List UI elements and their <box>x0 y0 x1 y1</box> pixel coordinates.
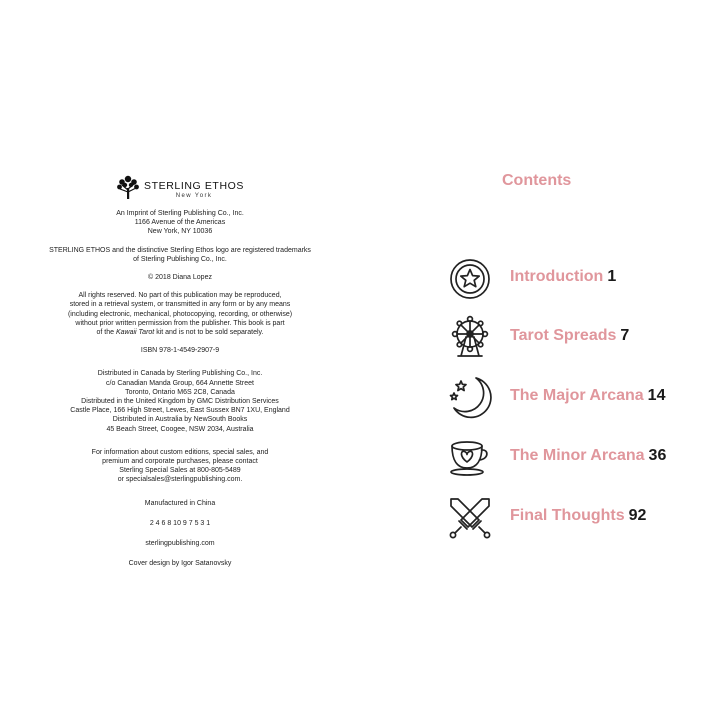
imprint-block <box>30 174 330 568</box>
copyright-line: © 2018 Diana Lopez <box>148 274 212 282</box>
toc-entry-text <box>510 447 666 465</box>
distribution-line: Castle Place, 166 High Street, Lewes, East Sussex BN7 1XU, England <box>70 407 290 415</box>
rights-notice <box>30 291 330 337</box>
toc-entry-title: The Major Arcana <box>510 387 644 404</box>
teacup-heart-icon <box>446 434 494 482</box>
rights-line: (including electronic, mechanical, photocopying, recording, or otherwise) <box>67 310 293 318</box>
publisher-address <box>30 209 330 237</box>
toc-entry-page: 14 <box>647 387 666 404</box>
tree-logo-icon <box>116 174 140 200</box>
toc-entry-page: 36 <box>648 447 667 464</box>
toc-entry-final-thoughts[interactable] <box>446 494 716 544</box>
crossed-swords-icon <box>446 494 494 542</box>
kit-title: Kawaii Tarot <box>115 329 155 337</box>
address-line: 1166 Avenue of the Americas <box>134 219 226 227</box>
address-line: New York, NY 10036 <box>147 228 213 236</box>
publisher-city: New York <box>175 193 213 199</box>
website: sterlingpublishing.com <box>145 540 215 548</box>
distribution-line: Distributed in Canada by Sterling Publishing Co., Inc. <box>97 370 263 378</box>
rights-text: kit and is not to be sold separately. <box>154 329 264 337</box>
rights-text: of the <box>96 329 116 337</box>
toc-entry-title: The Minor Arcana <box>510 447 645 464</box>
special-sales-line: or specialsales@sterlingpublishing.com. <box>117 476 243 484</box>
publisher-name: STERLING ETHOS <box>144 180 244 192</box>
special-sales-line: premium and corporate purchases, please contact <box>102 458 258 466</box>
trademark-notice <box>30 246 330 264</box>
distribution-line: Distributed in Australia by NewSouth Books <box>112 416 248 424</box>
crescent-moon-stars-icon <box>446 374 494 422</box>
distribution-line: c/o Canadian Manda Group, 664 Annette Street <box>106 379 254 387</box>
toc-entry-introduction[interactable] <box>446 255 716 305</box>
toc-entry-text <box>510 268 616 286</box>
contents-page <box>360 0 720 720</box>
cover-design-credit: Cover design by Igor Satanovsky <box>128 560 232 568</box>
trademark-line: STERLING ETHOS and the distinctive Sterling Ethos logo are registered trademarks <box>49 246 311 254</box>
rights-line <box>30 328 330 337</box>
ferris-wheel-icon <box>446 314 494 362</box>
distribution-line: Toronto, Ontario M6S 2C8, Canada <box>125 388 235 396</box>
toc-entry-title: Final Thoughts <box>510 507 625 524</box>
rights-line: All rights reserved. No part of this publication may be reproduced, <box>78 292 282 300</box>
rights-line: stored in a retrieval system, or transmitted in any form or by any means <box>69 301 291 309</box>
publisher-logo <box>30 174 330 200</box>
address-line: An Imprint of Sterling Publishing Co., Inc. <box>116 210 244 217</box>
toc-entry-text <box>510 327 629 345</box>
star-coin-icon <box>446 255 494 303</box>
manufactured-in: Manufactured in China <box>144 499 216 507</box>
toc-entry-page: 7 <box>620 327 630 344</box>
rights-line: without prior written permission from the publisher. This book is part <box>75 319 285 327</box>
contents-title: Contents <box>502 172 572 189</box>
special-sales-notice <box>30 448 330 485</box>
special-sales-line: Sterling Special Sales at 800-805-5489 <box>119 467 241 475</box>
toc-entry-title: Tarot Spreads <box>510 327 617 344</box>
toc-entry-text <box>510 507 646 525</box>
isbn: ISBN 978-1-4549-2907-9 <box>140 347 220 355</box>
toc-entry-major-arcana[interactable] <box>446 374 716 424</box>
distribution-notice <box>30 369 330 433</box>
toc-entry-title: Introduction <box>510 268 604 285</box>
special-sales-line: For information about custom editions, special sales, and <box>91 448 269 456</box>
printing-line: 2 4 6 8 10 9 7 5 3 1 <box>149 519 211 527</box>
toc-entry-page: 92 <box>628 507 647 524</box>
toc-entry-page: 1 <box>607 268 617 285</box>
trademark-line: of Sterling Publishing Co., Inc. <box>133 255 227 263</box>
toc-entry-text <box>510 387 665 405</box>
toc-entry-tarot-spreads[interactable] <box>446 314 716 364</box>
distribution-line: Distributed in the United Kingdom by GMC Distribution Services <box>81 398 279 406</box>
toc-entry-minor-arcana[interactable] <box>446 434 716 484</box>
distribution-line: 45 Beach Street, Coogee, NSW 2034, Australia <box>106 425 254 433</box>
